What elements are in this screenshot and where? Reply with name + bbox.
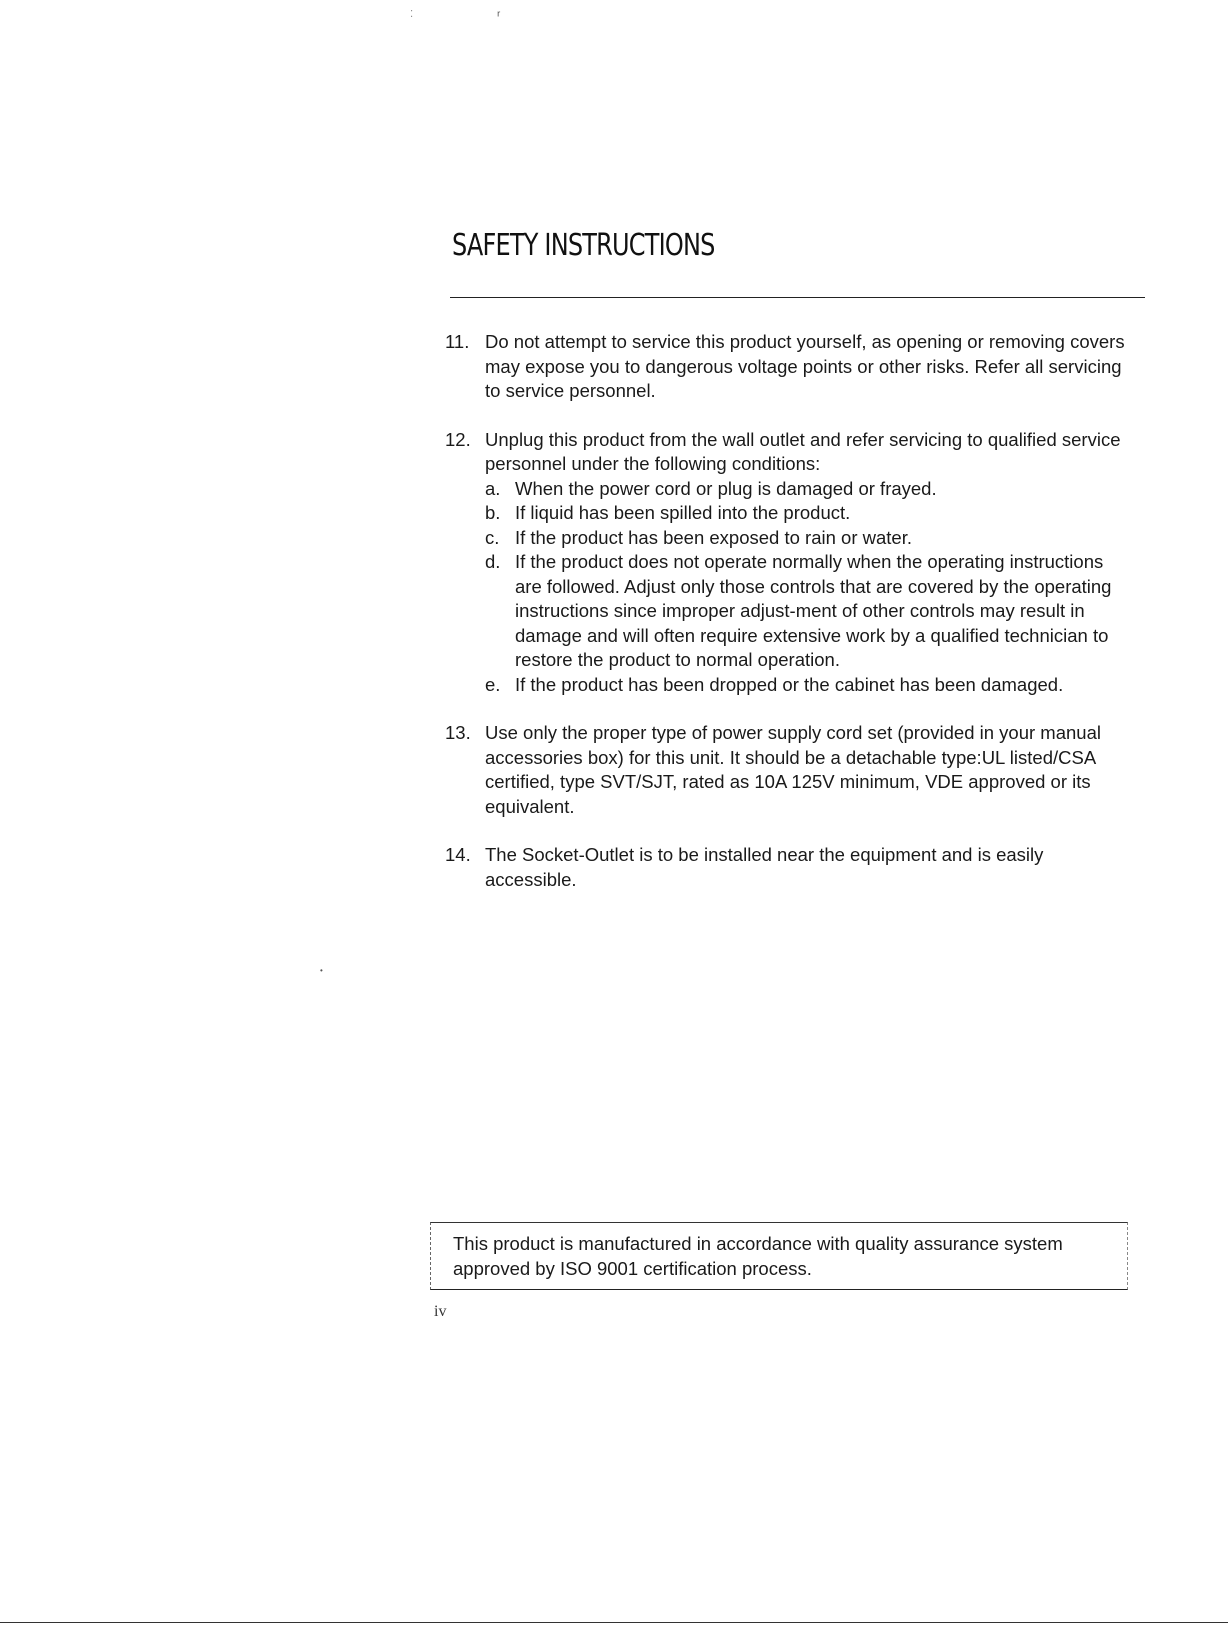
condition-letter: e.: [485, 673, 501, 695]
condition-letter: b.: [485, 502, 501, 523]
condition-list: [485, 477, 1125, 698]
condition-text: When the power cord or plug is damaged or frayed.: [515, 477, 937, 499]
instruction-item-14: [445, 843, 1125, 892]
item-number: 13.: [445, 722, 471, 743]
page-number: iv: [434, 1303, 447, 1320]
item-number: 14.: [445, 844, 471, 865]
instructions-list: [445, 330, 1125, 916]
instruction-item-13: [445, 721, 1125, 819]
item-number: 12.: [445, 428, 471, 450]
title-divider: [450, 297, 1145, 298]
condition-text: If the product has been exposed to rain or water.: [515, 526, 912, 548]
scan-speck: •: [320, 966, 323, 975]
condition-item: [485, 550, 1125, 673]
condition-letter: d.: [485, 551, 501, 572]
condition-item: [485, 477, 1125, 502]
condition-text: If liquid has been spilled into the product.: [515, 502, 851, 523]
instruction-item-11: [445, 330, 1125, 404]
scan-speck: ⁚: [410, 9, 414, 20]
item-text: Use only the proper type of power supply cord set (provided in your manual accessories box) for this unit. It should be a detachable type:UL listed/CSA certified, type SVT/SJT, rated as 10A 125V minimum, VDE approved or its equivalent.: [485, 722, 1101, 817]
item-number: 11.: [445, 331, 470, 352]
condition-item: [485, 526, 1125, 551]
scan-speck: ʳ: [497, 7, 501, 23]
scan-edge-line: [0, 1622, 1228, 1623]
condition-letter: c.: [485, 526, 500, 548]
condition-text: If the product has been dropped or the cabinet has been damaged.: [515, 673, 1064, 695]
condition-item: [485, 673, 1125, 698]
iso-notice-box: [430, 1222, 1128, 1290]
item-text: Do not attempt to service this product yourself, as opening or removing covers may expose you to dangerous voltage points or other risks. Refer all servicing to service personnel.: [485, 331, 1125, 401]
instruction-item-12: [445, 428, 1125, 698]
item-text: Unplug this product from the wall outlet and refer servicing to qualified service personnel under the following conditions:: [485, 428, 1121, 474]
condition-letter: a.: [485, 477, 501, 499]
condition-text: If the product does not operate normally when the operating instructions are followed. Adjust only those controls that are covered by the operating instructions since improper adjust-ment of other controls may result in damage and will often require extensive work by a qualified technician to restore the product to normal operation.: [515, 551, 1112, 670]
iso-notice-text: This product is manufactured in accordance with quality assurance system approved by ISO 9001 certification process.: [453, 1233, 1063, 1279]
condition-item: [485, 501, 1125, 526]
item-text: The Socket-Outlet is to be installed near the equipment and is easily accessible.: [485, 844, 1044, 890]
page-title: SAFETY INSTRUCTIONS: [452, 228, 715, 263]
